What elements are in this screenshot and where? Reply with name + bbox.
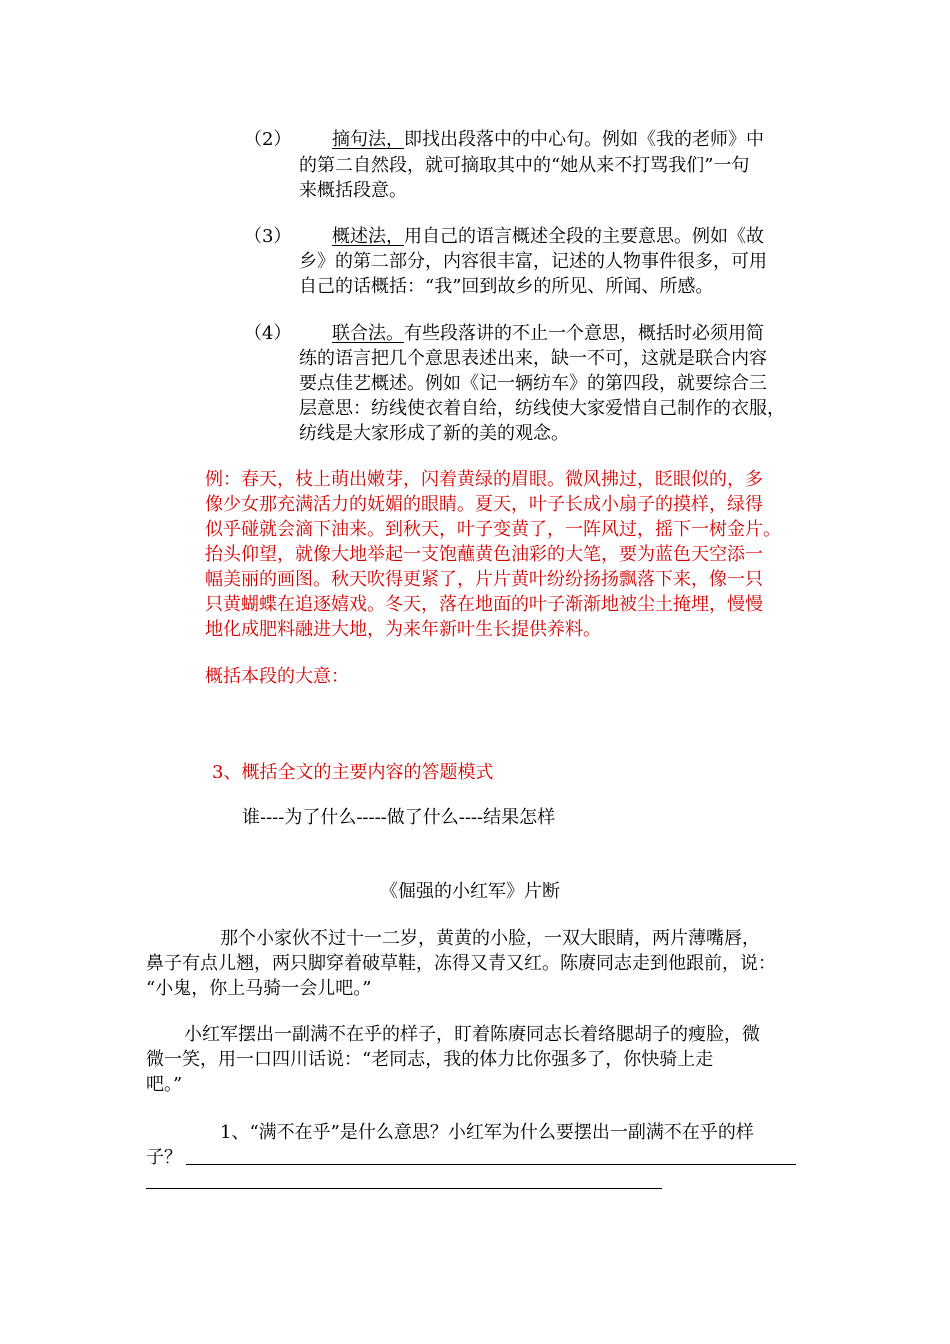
method-3-line-3: 自己的话概括：“我”回到故乡的所见、所闻、所感。 xyxy=(299,276,714,297)
method-4-line-3: 要点佳艺概述。例如《记一辆纺车》的第四段，就要综合三 xyxy=(299,373,767,394)
method-4-text: 有些段落讲的不止一个意思，概括时必须用简 xyxy=(404,323,764,344)
answer-pattern: 谁----为了什么-----做了什么----结果怎样 xyxy=(242,807,556,828)
method-2-line-2: 的第二自然段，就可摘取其中的“她从来不打骂我们”一句 xyxy=(299,155,750,176)
method-3-line-1 xyxy=(332,225,764,249)
passage-para2-line-2: 微一笑，用一口四川话说：“老同志，我的体力比你强多了，你快骑上走 xyxy=(146,1049,714,1070)
answer-blank-line-1[interactable] xyxy=(186,1164,796,1165)
summary-prompt: 概括本段的大意： xyxy=(205,666,349,687)
example-line-7: 地化成肥料融进大地，为来年新叶生长提供养料。 xyxy=(205,619,601,640)
method-3-line-2: 乡》的第二部分，内容很丰富，记述的人物事件很多，可用 xyxy=(299,251,767,272)
method-4-number: （4） xyxy=(244,323,292,344)
method-4-line-4: 层意思：纺线使衣着自给，纺线使大家爱惜自己制作的衣服， xyxy=(299,398,785,419)
section-3-heading: 3、概括全文的主要内容的答题模式 xyxy=(212,762,494,783)
method-4-line-1 xyxy=(332,322,764,346)
passage-title: 《倔强的小红军》片断 xyxy=(380,881,560,902)
example-line-1: 例：春天，枝上萌出嫩芽，闪着黄绿的眉眼。微风拂过，眨眼似的，多 xyxy=(205,469,763,490)
method-2-line-1 xyxy=(332,128,764,152)
example-line-6: 只黄蝴蝶在追逐嬉戏。冬天，落在地面的叶子渐渐地被尘土掩埋，慢慢 xyxy=(205,594,763,615)
method-2-name: 摘句法， xyxy=(332,129,404,150)
question-line-2: 子？ xyxy=(146,1147,182,1168)
method-3-text: 用自己的语言概述全段的主要意思。例如《故 xyxy=(404,226,764,247)
example-line-4: 抬头仰望，就像大地举起一支饱蘸黄色油彩的大笔，要为蓝色天空添一 xyxy=(205,544,763,565)
example-line-3: 似乎碰就会滴下油来。到秋天，叶子变黄了，一阵风过，摇下一树金片。 xyxy=(205,519,781,540)
example-line-5: 幅美丽的画图。秋天吹得更紧了，片片黄叶纷纷扬扬飘落下来，像一只 xyxy=(205,569,763,590)
passage-para1-line-3: “小鬼，你上马骑一会儿吧。” xyxy=(146,978,372,999)
method-2-number: （2） xyxy=(244,129,292,150)
method-3-number: （3） xyxy=(244,226,292,247)
method-4-name: 联合法。 xyxy=(332,323,404,344)
method-4-line-2: 练的语言把几个意思表述出来，缺一不可，这就是联合内容 xyxy=(299,348,767,369)
passage-para2-line-1: 小红军摆出一副满不在乎的样子，盯着陈赓同志长着络腮胡子的瘦脸，微 xyxy=(184,1024,760,1045)
method-3-name: 概述法， xyxy=(332,226,404,247)
example-line-2: 像少女那充满活力的妩媚的眼睛。夏天，叶子长成小扇子的摸样，绿得 xyxy=(205,494,763,515)
passage-para1-line-1: 那个小家伙不过十一二岁，黄黄的小脸，一双大眼睛，两片薄嘴唇， xyxy=(220,928,760,949)
method-2-line-3: 来概括段意。 xyxy=(299,180,407,201)
question-line-1: 1、“满不在乎”是什么意思？小红军为什么要摆出一副满不在乎的样 xyxy=(220,1122,754,1143)
passage-para2-line-3: 吧。” xyxy=(146,1074,183,1095)
answer-blank-line-2[interactable] xyxy=(146,1188,662,1189)
method-2-text: 即找出段落中的中心句。例如《我的老师》中 xyxy=(404,129,764,150)
method-4-line-5: 纺线是大家形成了新的美的观念。 xyxy=(299,423,569,444)
passage-para1-line-2: 鼻子有点儿翘，两只脚穿着破草鞋，冻得又青又红。陈赓同志走到他跟前，说： xyxy=(146,953,776,974)
